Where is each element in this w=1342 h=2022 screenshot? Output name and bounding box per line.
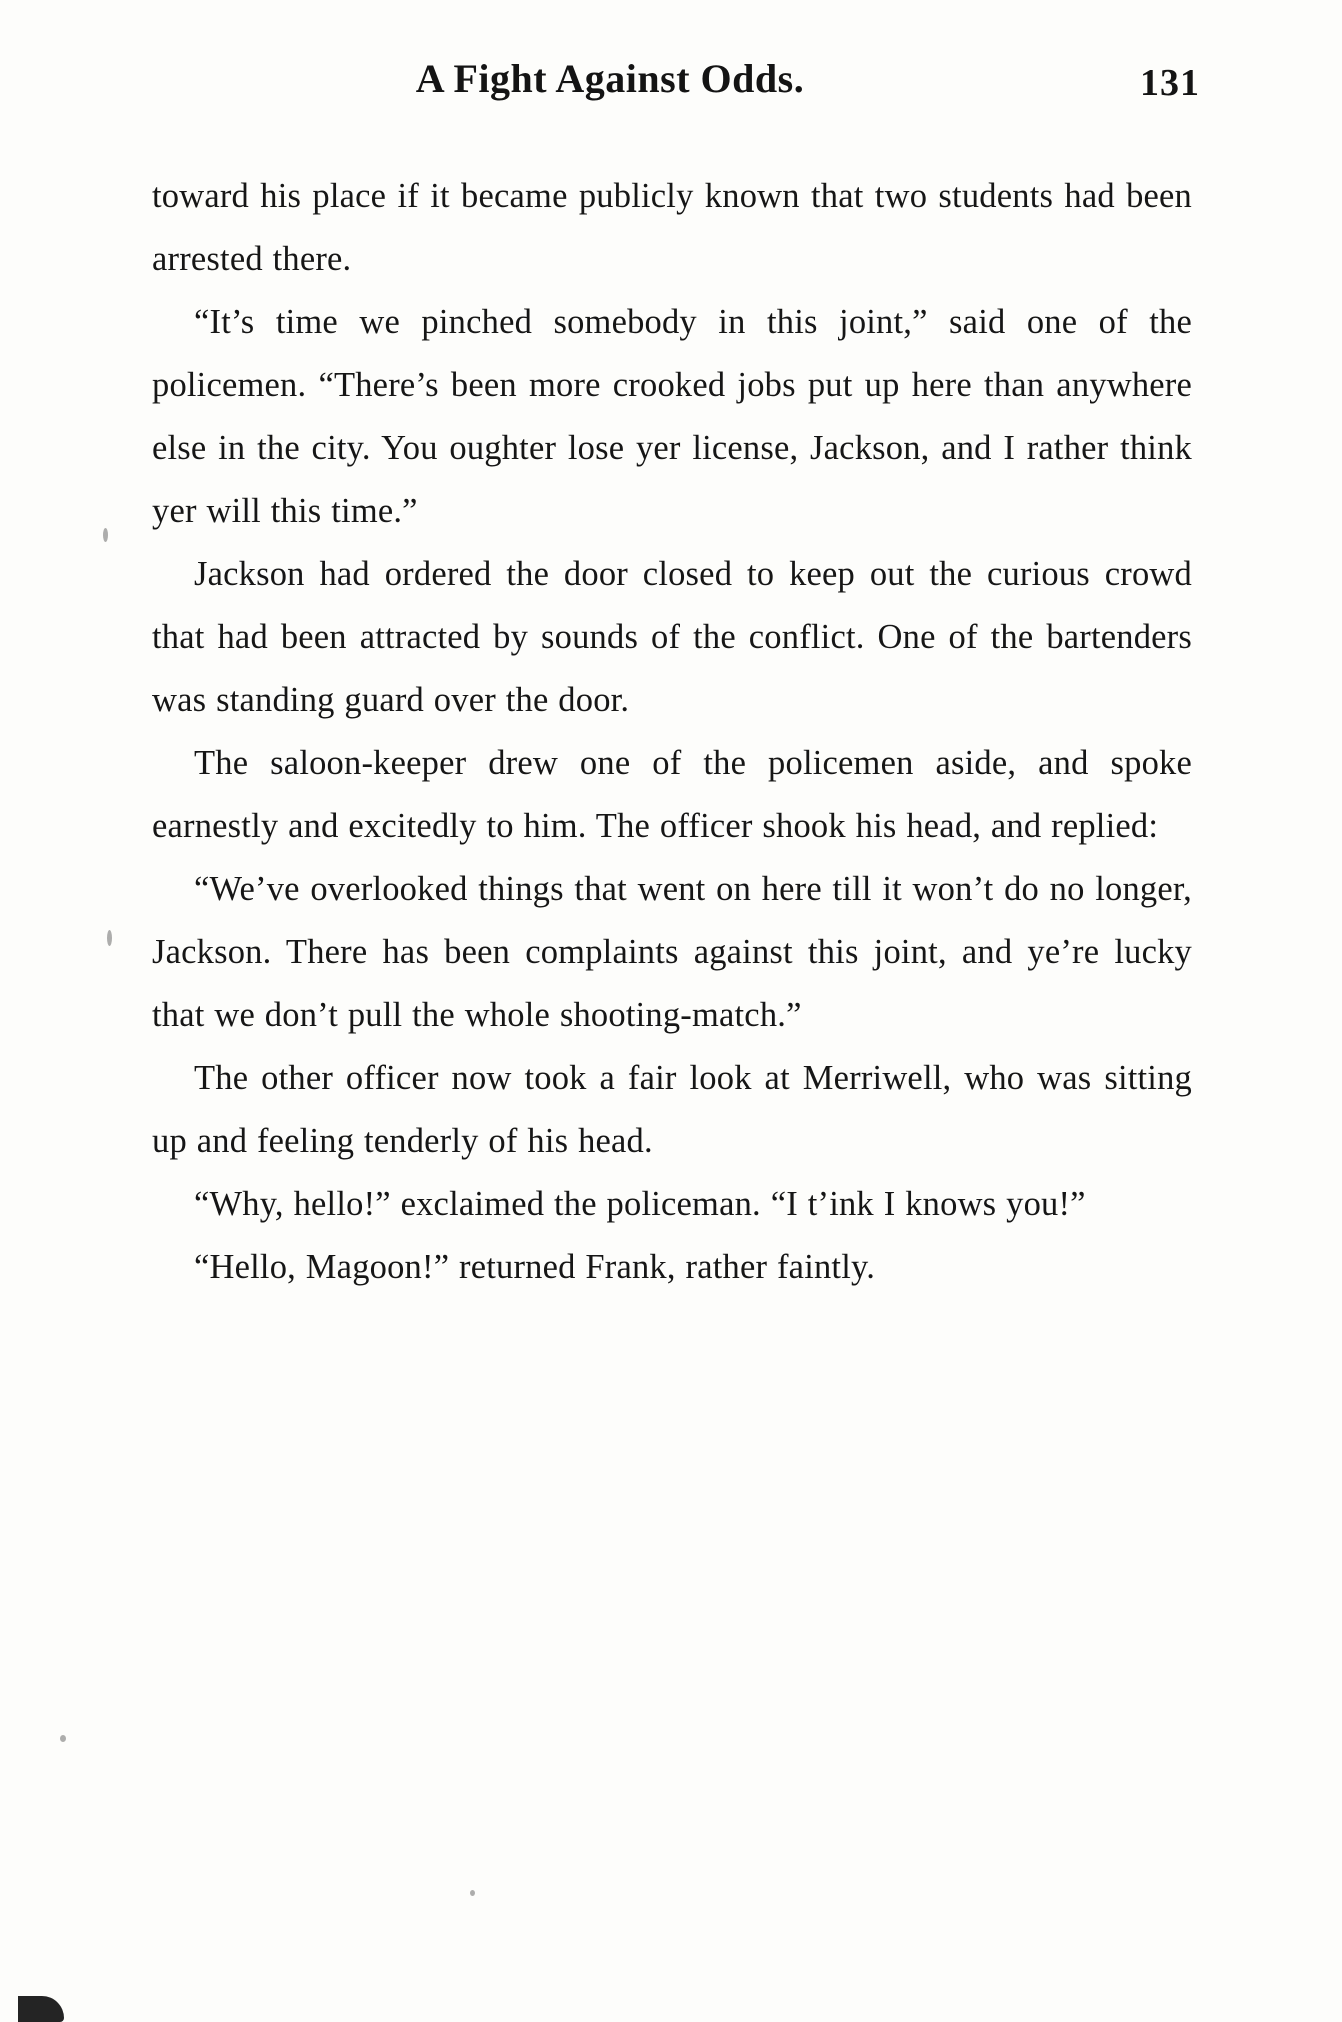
page-header [150, 55, 1200, 115]
paragraph: “It’s time we pinched somebody in this joint,” said one of the policemen. “There’s been more crooked jobs put up here than anywhere else in the city. You oughter lose yer license, Jackson, and I rather think yer will this time.” [152, 303, 1192, 530]
paragraph: The other officer now took a fair look at Merriwell, who was sitting up and feeling tenderly of his head. [152, 1059, 1192, 1160]
page-speck [470, 1890, 475, 1896]
paragraph: The saloon-keeper drew one of the policemen aside, and spoke earnestly and excitedly to him. The officer shook his head, and replied: [152, 744, 1192, 845]
running-title: A Fight Against Odds. [415, 56, 805, 101]
page-body [152, 165, 1192, 1299]
paragraph: toward his place if it became publicly known that two students had been arrested there. [152, 177, 1192, 278]
page-edge-mark [18, 1996, 64, 2022]
page-speck [103, 528, 108, 542]
paragraph: “Why, hello!” exclaimed the policeman. “I t’ink I knows you!” [194, 1185, 1086, 1223]
page-speck [60, 1735, 66, 1742]
page-number: 131 [1140, 62, 1200, 104]
page-speck [107, 930, 112, 946]
paragraph: “Hello, Magoon!” returned Frank, rather faintly. [194, 1248, 876, 1286]
paragraph: “We’ve overlooked things that went on here till it won’t do no longer, Jackson. There has been complaints against this joint, and ye’re lucky that we don’t pull the whole shooting-match.” [152, 870, 1192, 1034]
paragraph: Jackson had ordered the door closed to keep out the curious crowd that had been attracted by sounds of the conflict. One of the bartenders was standing guard over the door. [152, 555, 1192, 719]
